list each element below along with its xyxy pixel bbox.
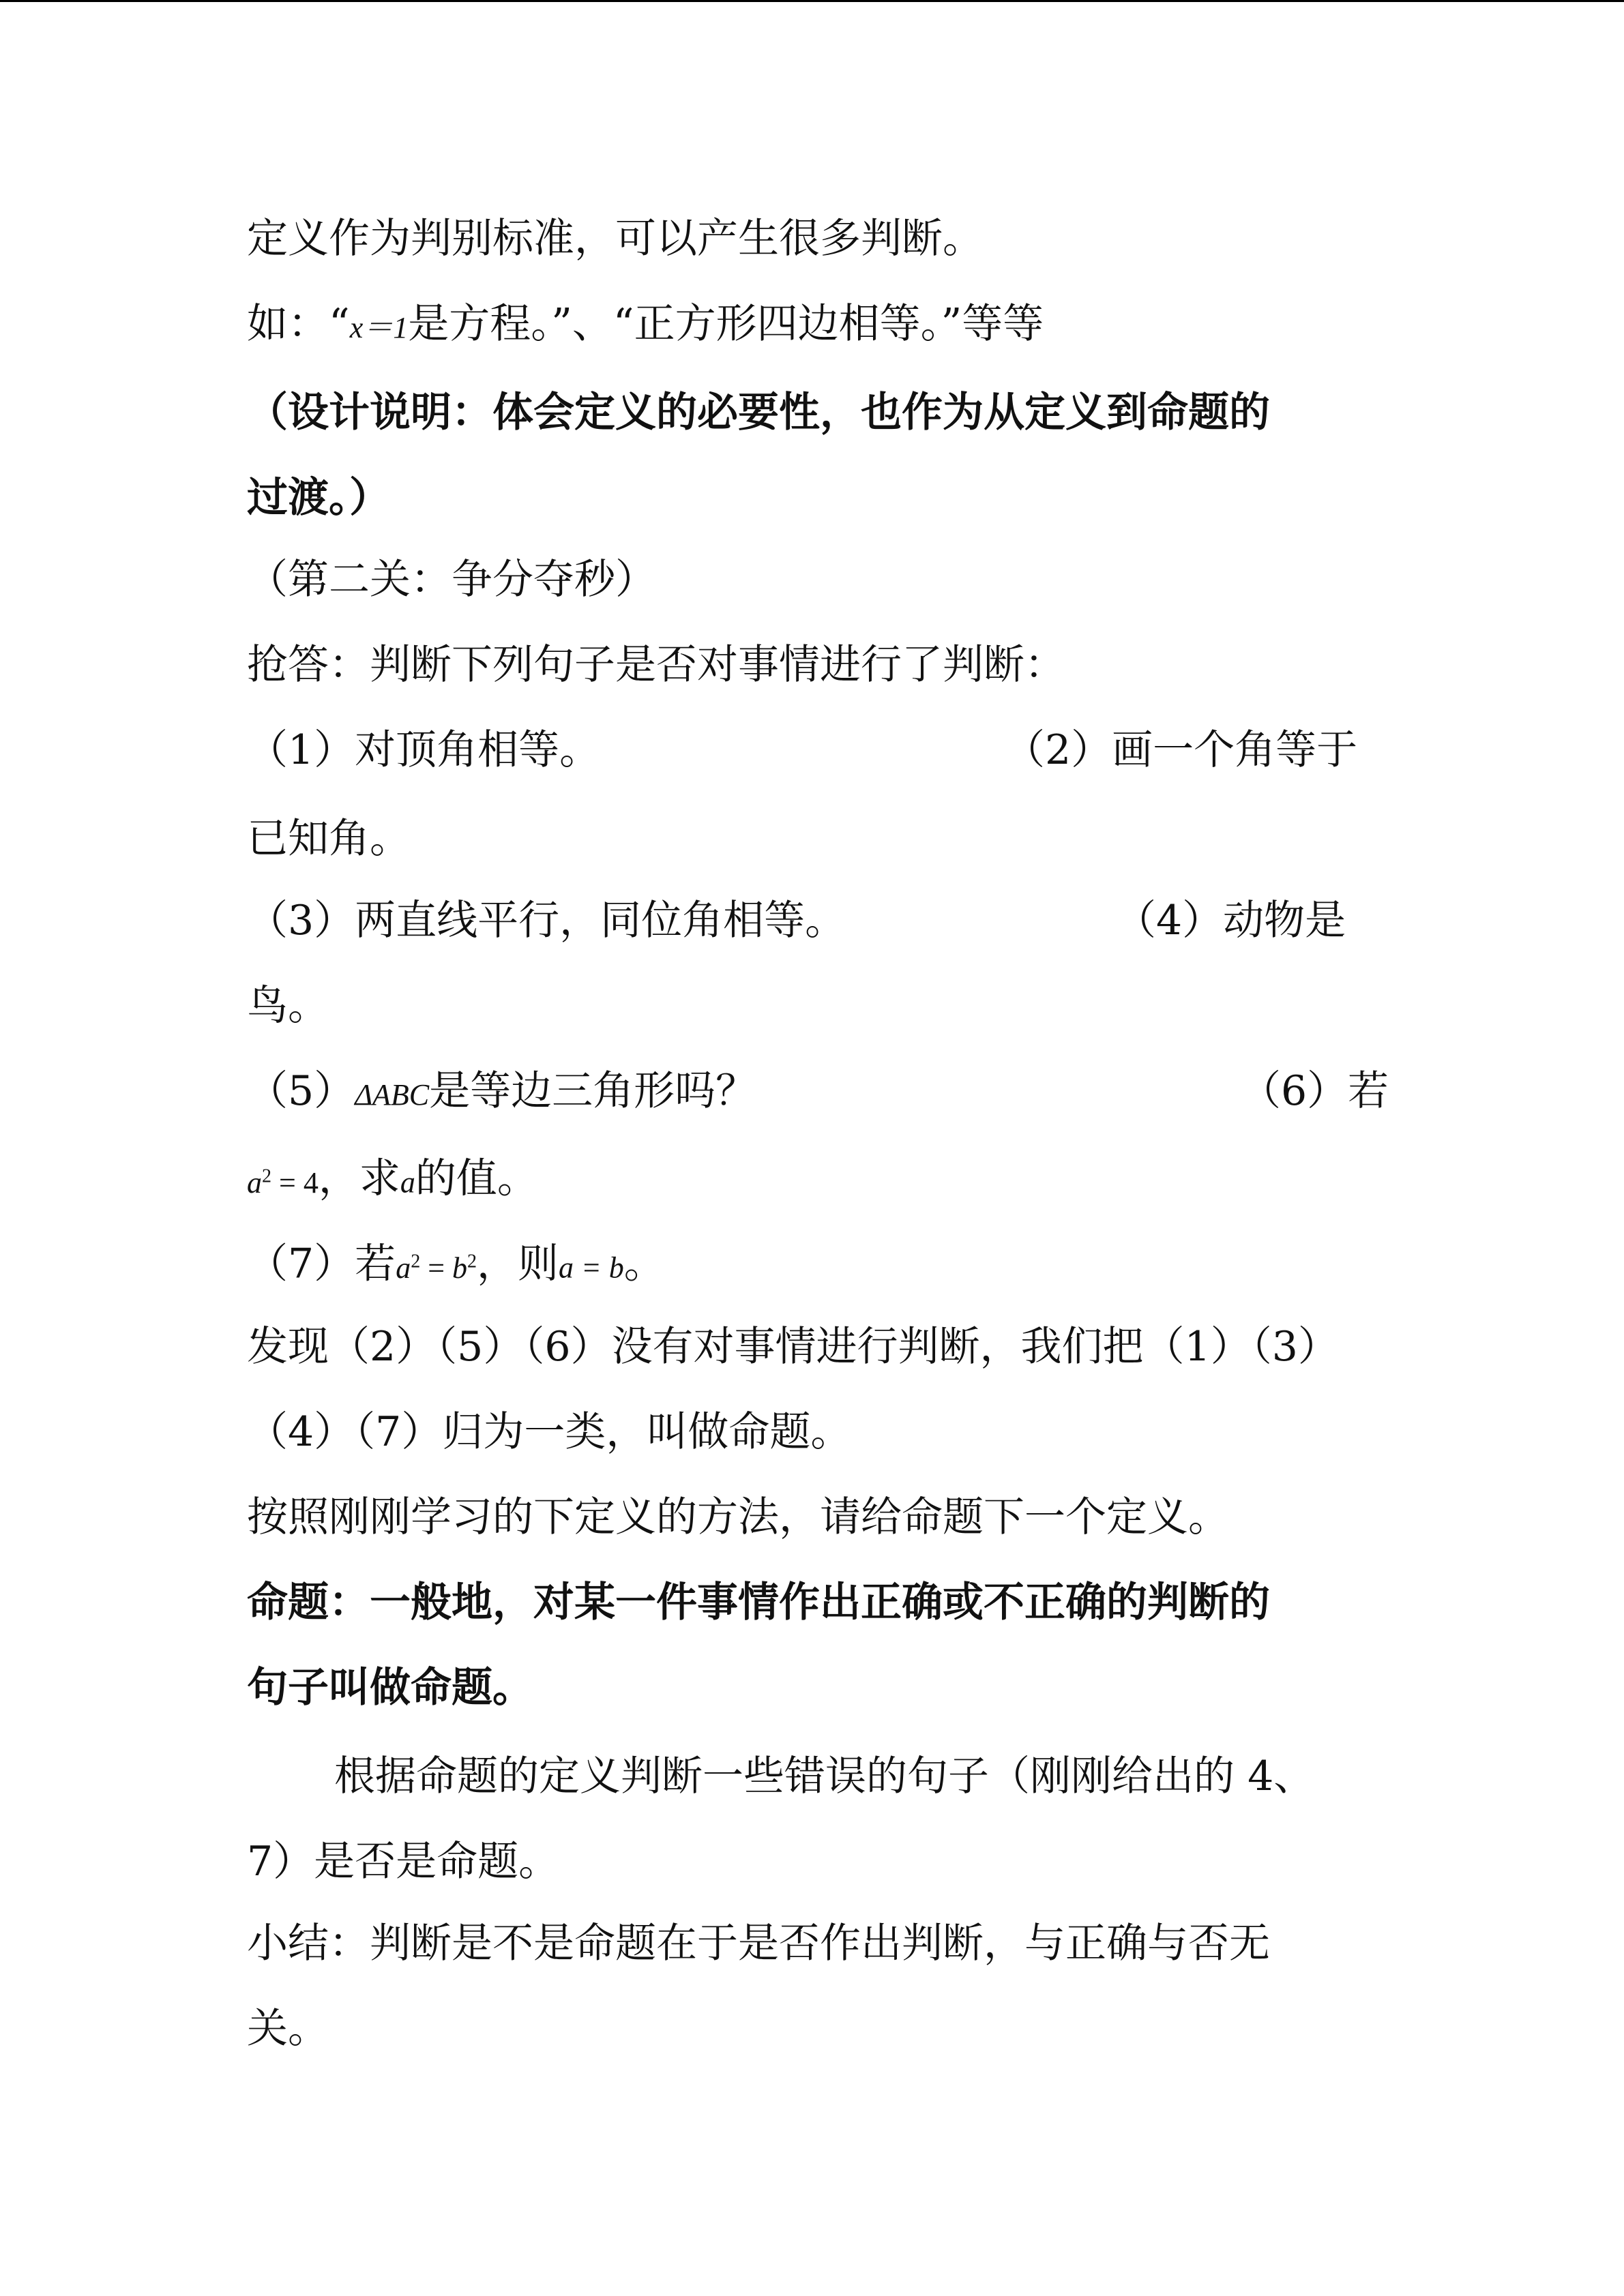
quiz-item-2: （2）画一个角等于 bbox=[1004, 726, 1358, 774]
text-segment: 如：“ bbox=[247, 300, 350, 348]
quiz-item-1: （1）对顶角相等。 bbox=[247, 726, 601, 774]
design-note-line-2: 过渡。） bbox=[247, 474, 390, 522]
summary-line-1: 小结：判断是不是命题在于是否作出判断，与正确与否无 bbox=[247, 1920, 1270, 1967]
top-border-line bbox=[0, 0, 1624, 2]
text-segment: ，则 bbox=[477, 1240, 559, 1288]
equation-x-equals-1: x＝1 bbox=[349, 311, 409, 344]
text-segment: 是方程。”、“正方形四边相等。”等等 bbox=[408, 300, 1044, 348]
text-line-1: 定义作为判别标准，可以产生很多判断。 bbox=[247, 215, 984, 263]
definition-line-1: 命题：一般地，对某一件事情作出正确或不正确的判断的 bbox=[247, 1579, 1270, 1626]
quiz-item-6: （6）若 bbox=[1240, 1067, 1389, 1115]
quiz-item-7 bbox=[247, 1234, 665, 1296]
text-line-2 bbox=[247, 297, 1044, 355]
math-exponent: 2 bbox=[262, 1165, 271, 1187]
design-note-line-1: （设计说明：体会定义的必要性，也作为从定义到命题的 bbox=[247, 389, 1270, 436]
text-segment: ，求 bbox=[318, 1154, 400, 1203]
text-segment: 的值。 bbox=[415, 1154, 538, 1203]
quiz-item-5 bbox=[247, 1064, 756, 1122]
quiz-item-4-continued: 鸟。 bbox=[247, 982, 329, 1030]
math-symbol: a bbox=[247, 1165, 262, 1199]
math-symbol: = 4 bbox=[271, 1165, 319, 1199]
equation-a-squared-equals-4 bbox=[247, 1166, 319, 1199]
math-symbol: b bbox=[452, 1251, 468, 1285]
triangle-abc-math: ΔABC bbox=[355, 1078, 430, 1112]
definition-line-2: 句子叫做命题。 bbox=[247, 1664, 533, 1712]
text-line-indented: 根据命题的定义判断一些错误的句子（刚刚给出的 4、 bbox=[334, 1753, 1315, 1800]
text-segment: 是等边三角形吗？ bbox=[429, 1067, 757, 1115]
text-line-instruction: 按照刚刚学习的下定义的方法，请给命题下一个定义。 bbox=[247, 1493, 1229, 1541]
quiz-item-2-continued: 已知角。 bbox=[247, 815, 411, 863]
text-segment: （7）若 bbox=[247, 1240, 396, 1288]
quiz-item-6-continued bbox=[247, 1149, 538, 1210]
summary-line-2: 关。 bbox=[247, 2005, 329, 2053]
math-variable-a: a bbox=[400, 1165, 415, 1199]
text-line-findings-1: 发现（2）（5）（6）没有对事情进行判断，我们把（1）（3） bbox=[247, 1323, 1339, 1371]
equation-a-equals-b: a = b bbox=[559, 1251, 624, 1285]
text-line-findings-2: （4）（7）归为一类，叫做命题。 bbox=[247, 1408, 852, 1456]
text-line-continued: 7）是否是命题。 bbox=[247, 1838, 560, 1885]
section-heading: （第二关：争分夺秒） bbox=[247, 556, 656, 603]
math-exponent: 2 bbox=[411, 1251, 421, 1272]
quiz-item-3: （3）两直线平行，同位角相等。 bbox=[247, 897, 846, 944]
equation-a2-equals-b2 bbox=[396, 1251, 477, 1285]
quiz-instruction: 抢答：判断下列句子是否对事情进行了判断： bbox=[247, 641, 1065, 689]
math-symbol: a bbox=[396, 1251, 411, 1285]
text-segment: 。 bbox=[623, 1240, 665, 1288]
math-exponent: 2 bbox=[467, 1251, 477, 1272]
math-symbol: = bbox=[420, 1251, 453, 1285]
text-segment: （5） bbox=[247, 1067, 355, 1115]
quiz-item-4: （4）动物是 bbox=[1115, 897, 1346, 944]
